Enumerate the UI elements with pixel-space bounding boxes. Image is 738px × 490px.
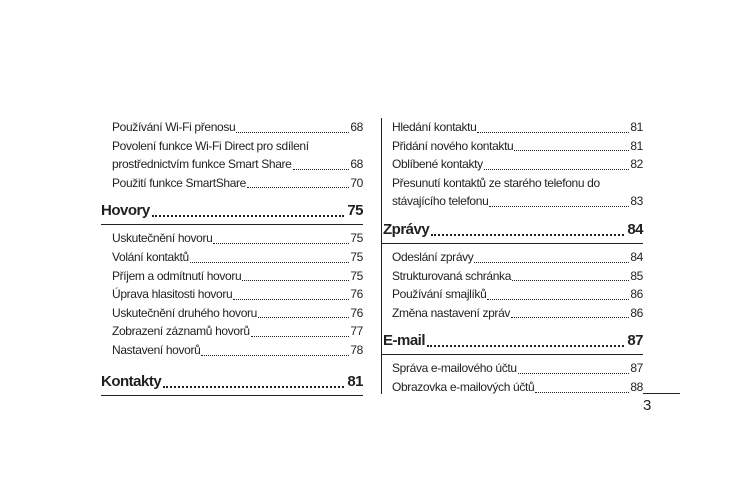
toc-entry[interactable]	[381, 248, 643, 267]
toc-entry[interactable]	[101, 174, 363, 193]
toc-right-column	[381, 118, 643, 397]
toc-entry-page: 81	[630, 120, 643, 134]
toc-left-column	[101, 118, 363, 400]
toc-entry-title: Obrazovka e-mailových účtů	[392, 379, 535, 394]
toc-entry[interactable]	[101, 137, 363, 174]
dot-leader	[258, 316, 349, 318]
toc-entry[interactable]	[101, 322, 363, 341]
dot-leader	[293, 168, 350, 170]
dot-leader	[152, 214, 345, 217]
toc-section-heading[interactable]	[101, 201, 363, 225]
toc-entry-title: Použití funkce SmartShare	[112, 175, 246, 190]
toc-entry-page: 86	[630, 305, 643, 320]
toc-entry-page: 82	[630, 157, 643, 172]
toc-entry-title-line1: Přesunutí kontaktů ze starého telefonu do	[392, 175, 600, 190]
toc-entry[interactable]	[101, 341, 363, 360]
toc-entry-title-line2: stávajícího telefonu	[392, 194, 489, 209]
dot-leader	[213, 242, 349, 244]
toc-entry[interactable]	[381, 285, 643, 304]
toc-entry[interactable]	[381, 359, 643, 378]
toc-entry-title: Zobrazení záznamů hovorů	[112, 324, 250, 339]
dot-leader	[477, 131, 629, 133]
toc-entry-page: 88	[630, 379, 643, 394]
toc-entry-page: 87	[630, 361, 643, 376]
toc-section-heading[interactable]	[101, 372, 363, 396]
dot-leader	[251, 335, 350, 337]
dot-leader	[514, 149, 629, 151]
section-page: 87	[627, 332, 643, 350]
page-number: 3	[643, 397, 652, 414]
section-title: Zprávy	[383, 220, 430, 238]
dot-leader	[242, 279, 349, 281]
section-page: 81	[347, 372, 363, 390]
toc-entry-page: 86	[630, 287, 643, 302]
dot-leader	[247, 186, 349, 188]
toc-entry-title: Změna nastavení zpráv	[392, 305, 511, 320]
toc-entry-page: 77	[350, 324, 363, 339]
dot-leader	[512, 279, 629, 281]
toc-entry-page: 68	[350, 120, 363, 134]
toc-entry-title: Správa e-mailového účtu	[392, 361, 517, 376]
toc-entry[interactable]	[381, 378, 643, 397]
toc-entry-title: Hledání kontaktu	[392, 120, 477, 134]
toc-entry[interactable]	[381, 118, 643, 137]
toc-entry-page: 81	[630, 138, 643, 153]
toc-entry[interactable]	[101, 248, 363, 267]
toc-entry-title: Úprava hlasitosti hovoru	[112, 287, 233, 302]
dot-leader	[518, 372, 630, 374]
section-title: E-mail	[383, 332, 426, 350]
toc-entry-title: Uskutečnění hovoru	[112, 231, 213, 246]
page-number-rule	[643, 393, 680, 394]
dot-leader	[535, 391, 629, 393]
dot-leader	[233, 298, 349, 300]
toc-entry-page: 83	[630, 194, 643, 209]
toc-entry[interactable]	[381, 137, 643, 156]
toc-entry-page: 84	[630, 249, 643, 264]
toc-entry-page: 75	[350, 231, 363, 246]
toc-entry[interactable]	[101, 229, 363, 248]
toc-entry-page: 76	[350, 305, 363, 320]
section-title: Hovory	[101, 202, 150, 220]
toc-entry-title: Volání kontaktů	[112, 249, 189, 264]
dot-leader	[474, 261, 629, 263]
toc-entry-page: 75	[350, 249, 363, 264]
toc-entry-title: Strukturovaná schránka	[392, 268, 512, 283]
section-title: Kontakty	[101, 372, 162, 390]
dot-leader	[427, 344, 624, 347]
toc-entry-title: Používání Wi-Fi přenosu	[112, 120, 236, 134]
toc-entry-page: 75	[350, 268, 363, 283]
section-page: 75	[347, 202, 363, 220]
toc-entry-title-line2: prostřednictvím funkce Smart Share	[112, 157, 292, 172]
toc-section-heading[interactable]	[381, 331, 643, 355]
toc-entry[interactable]	[381, 304, 643, 323]
toc-entry[interactable]	[101, 304, 363, 323]
toc-entry[interactable]	[381, 267, 643, 286]
toc-entry-page: 85	[630, 268, 643, 283]
toc-entry-page: 70	[350, 175, 363, 190]
toc-entry[interactable]	[381, 174, 643, 211]
toc-entry[interactable]	[101, 267, 363, 286]
toc-entry[interactable]	[101, 285, 363, 304]
dot-leader	[431, 233, 624, 236]
toc-entry[interactable]	[381, 155, 643, 174]
dot-leader	[163, 385, 344, 388]
toc-entry-title-line1: Povolení funkce Wi-Fi Direct pro sdílení	[112, 138, 309, 153]
section-page: 84	[627, 220, 643, 238]
dot-leader	[201, 354, 349, 356]
toc-entry[interactable]	[101, 118, 363, 137]
toc-entry-title: Uskutečnění druhého hovoru	[112, 305, 258, 320]
toc-entry-title: Přidání nového kontaktu	[392, 138, 514, 153]
toc-entry-title: Odeslání zprávy	[392, 249, 474, 264]
toc-entry-title: Oblíbené kontakty	[392, 157, 483, 172]
toc-entry-page: 68	[350, 157, 363, 172]
toc-section-heading[interactable]	[381, 220, 643, 244]
dot-leader	[487, 298, 629, 300]
toc-entry-page: 78	[350, 342, 363, 357]
toc-entry-title: Používání smajlíků	[392, 287, 487, 302]
dot-leader	[236, 131, 349, 133]
toc-entry-title: Nastavení hovorů	[112, 342, 201, 357]
dot-leader	[489, 205, 629, 207]
dot-leader	[190, 261, 350, 263]
toc-entry-page: 76	[350, 287, 363, 302]
toc-entry-title: Příjem a odmítnutí hovoru	[112, 268, 242, 283]
dot-leader	[484, 168, 630, 170]
dot-leader	[511, 316, 629, 318]
